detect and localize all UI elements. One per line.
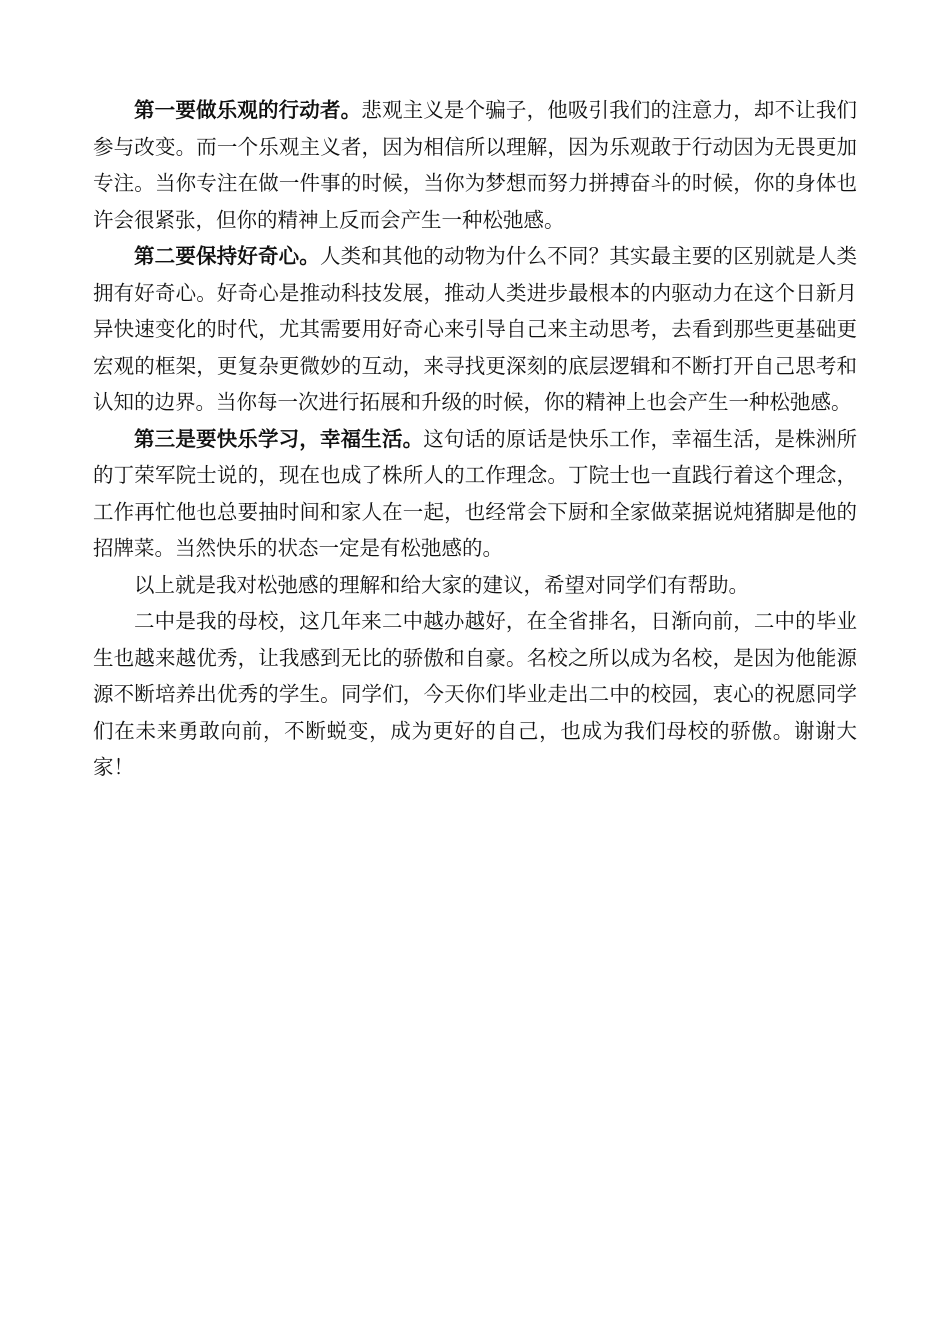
paragraph-text: 以上就是我对松弛感的理解和给大家的建议，希望对同学们有帮助。 — [134, 572, 749, 597]
paragraph-heading: 第一要做乐观的行动者。 — [134, 98, 362, 122]
paragraph-text: 二中是我的母校，这几年来二中越办越好，在全省排名，日渐向前，二中的毕业生也越来越优秀，让我感到无比的骄傲和自豪。名校之所以成为名校，是因为他能源源不断培养出优秀的学生。同学们，今天你们毕业走出二中的校园，衷心的祝愿同学们在未来勇敢向前，不断蜕变，成为更好的自己，也成为我们母校的骄傲。谢谢大家！ — [93, 609, 857, 779]
document-body — [93, 92, 857, 786]
paragraph-optimism — [93, 92, 857, 238]
paragraph-curiosity — [93, 238, 857, 421]
paragraph-text: 悲观主义是个骗子，他吸引我们的注意力，却不让我们参与改变。而一个乐观主义者，因为相信所以理解，因为乐观敢于行动因为无畏更加专注。当你专注在做一件事的时候，当你为梦想而努力拼搏奋斗的时候，你的身体也许会很紧张，但你的精神上反而会产生一种松弛感。 — [93, 98, 858, 232]
paragraph-heading: 第二要保持好奇心。 — [134, 244, 320, 268]
paragraph-summary — [93, 567, 857, 604]
paragraph-text: 这句话的原话是快乐工作，幸福生活，是株洲所的丁荣军院士说的，现在也成了株所人的工作理念。丁院士也一直践行着这个理念，工作再忙他也总要抽时间和家人在一起，也经常会下厨和全家做菜据说炖猪脚是他的招牌菜。当然快乐的状态一定是有松弛感的。 — [93, 426, 857, 560]
paragraph-happy-learning — [93, 421, 857, 567]
paragraph-closing — [93, 603, 857, 786]
paragraph-heading: 第三是要快乐学习，幸福生活。 — [134, 426, 424, 451]
paragraph-text: 人类和其他的动物为什么不同？其实最主要的区别就是人类拥有好奇心。好奇心是推动科技发展，推动人类进步最根本的内驱动力在这个日新月异快速变化的时代，尤其需要用好奇心来引导自己来主动思考，去看到那些更基础更宏观的框架，更复杂更微妙的互动，来寻找更深刻的底层逻辑和不断打开自己思考和认知的边界。当你每一次进行拓展和升级的时候，你的精神上也会产生一种松弛感。 — [93, 244, 858, 414]
